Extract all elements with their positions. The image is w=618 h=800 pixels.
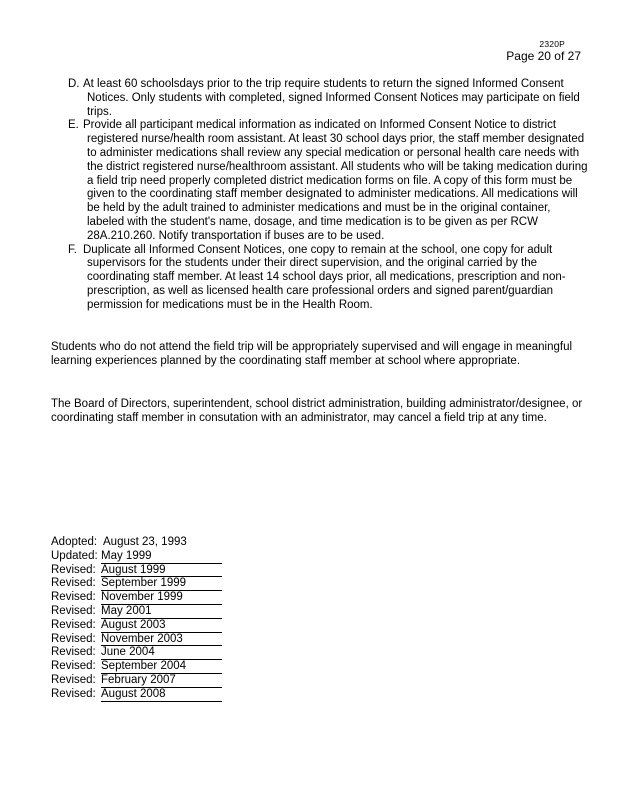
history-label: Revised: (51, 673, 96, 686)
history-label: Adopted: (51, 536, 98, 548)
cancellation-paragraph: The Board of Directors, superintendent, school district administration, building administrator/designee, or coordinating staff member in consutation with an administrator, may cancel a field trip at any time. (51, 398, 583, 425)
list-item-text: At least 60 schoolsdays prior to the trip require students to return the signed Informed Consent Notices. Only students with completed, signed Informed Consent Notices may participate on field trips. (83, 78, 580, 118)
history-label: Revised: (51, 577, 96, 590)
history-label: Revised: (51, 591, 96, 604)
non-attendance-paragraph: Students who do not attend the field trip will be appropriately supervised and will engage in meaningful learning experiences planned by the coordinating staff member at school where appropriate. (51, 341, 573, 368)
history-row (51, 591, 224, 605)
history-row (51, 536, 224, 550)
history-label: Revised: (51, 687, 96, 700)
history-row (51, 577, 224, 591)
history-label: Revised: (51, 563, 96, 576)
list-item-text: Duplicate all Informed Consent Notices, one copy to remain at the school, one copy for adult supervisors for the students under their direct supervision, and the original carried by the coordinating staff member. At least 14 school days prior, all medications, prescription and non-prescription, as well as licensed health care professional orders and signed parent/guardian permission for medications must be in the Health Room. (83, 243, 566, 311)
list-item-letter: E. (68, 119, 79, 132)
history-date: August 23, 1993 (103, 536, 187, 548)
history-row (51, 564, 224, 578)
history-label: Revised: (51, 646, 96, 659)
revision-history (51, 536, 224, 702)
list-item-letter: D. (68, 78, 80, 90)
history-date: September 2004 (101, 660, 222, 674)
page-number: Page 20 of 27 (506, 49, 581, 63)
history-row (51, 688, 224, 702)
list-item-letter: F. (68, 243, 77, 256)
procedure-list (68, 78, 588, 313)
history-label: Revised: (51, 604, 96, 617)
list-item (68, 119, 588, 243)
history-date: May 2001 (101, 605, 222, 619)
history-date: February 2007 (101, 674, 222, 688)
list-item-text: Provide all participant medical information as indicated on Informed Consent Notice to district registered nurse/health room assistant. At least 30 school days prior, the staff member designated to administer medications shall review any special medication or personal health care needs with the district registered nurse/healthroom assistant. All students who will be taking medication during a field trip need properly completed district medication forms on file. A copy of this form must be given to the coordinating staff member designated to administer medications. All medications will be held by the adult trained to administer medications and must be in the original container, labeled with the student's name, dosage, and time medication is to be given as per RCW 28A.210.260. Notify transportation if buses are to be used. (83, 119, 588, 242)
history-date: August 1999 (101, 564, 222, 578)
history-row (51, 605, 224, 619)
history-row (51, 674, 224, 688)
history-label: Revised: (51, 632, 96, 645)
history-date: September 1999 (101, 577, 222, 591)
history-row (51, 646, 224, 660)
history-label: Revised: (51, 660, 96, 673)
policy-code: 2320P (539, 39, 565, 49)
history-row (51, 660, 224, 674)
list-item (68, 78, 588, 119)
history-date: May 1999 (101, 550, 222, 564)
history-row (51, 619, 224, 633)
history-date: August 2003 (101, 619, 222, 633)
history-date: November 2003 (101, 633, 222, 647)
history-label: Revised: (51, 618, 96, 631)
history-row (51, 633, 224, 647)
history-label: Updated: (51, 549, 98, 562)
list-item (68, 244, 588, 313)
history-row (51, 550, 224, 564)
history-date: November 1999 (101, 591, 222, 605)
history-date: August 2008 (101, 688, 222, 702)
history-date: June 2004 (101, 646, 222, 660)
